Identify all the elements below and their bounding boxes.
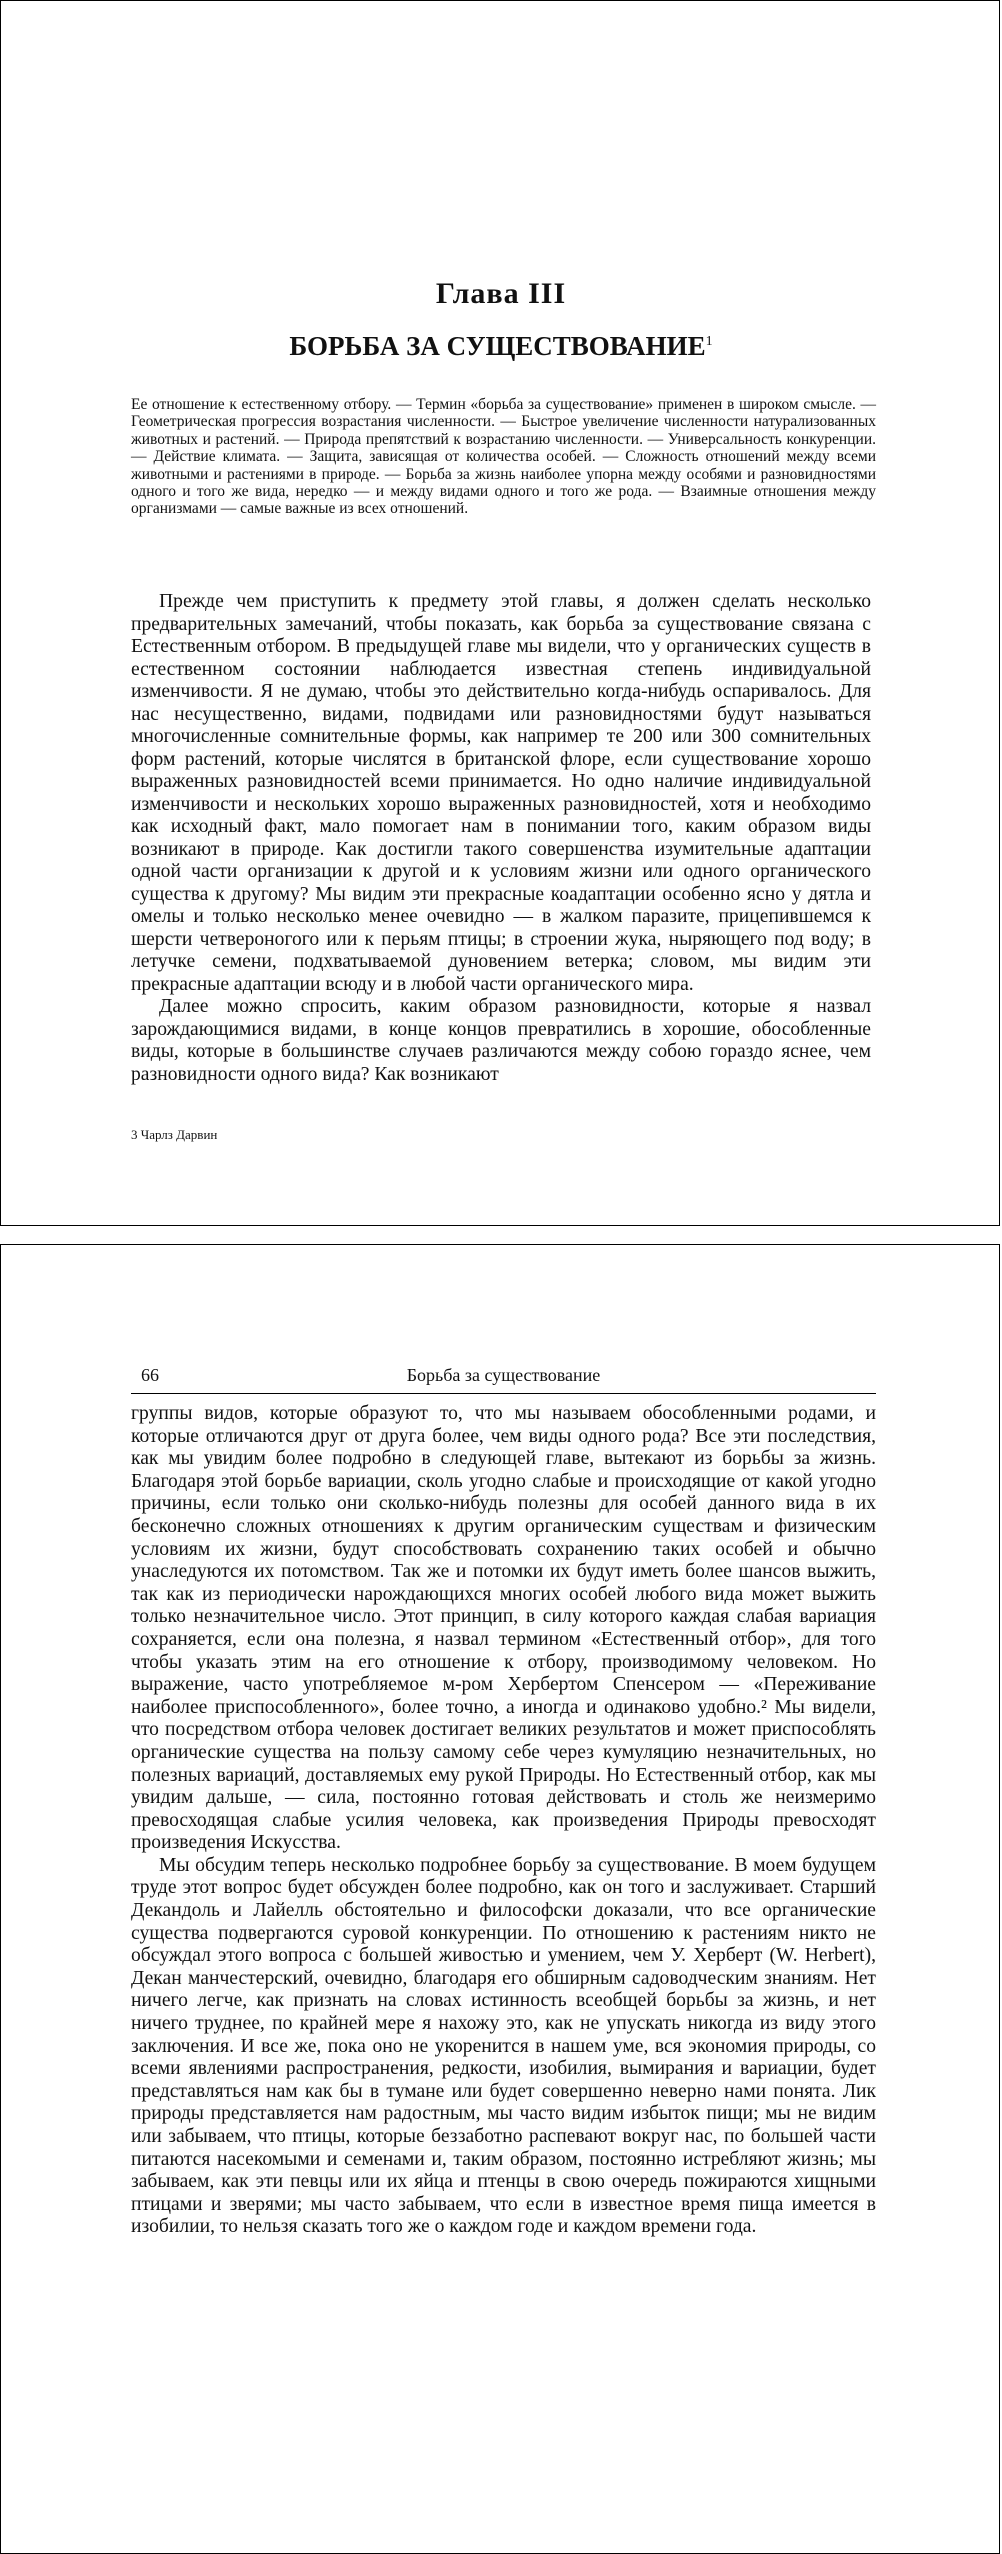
chapter-title-note: 1 xyxy=(705,334,713,349)
body-text-upper xyxy=(131,591,871,1086)
chapter-summary: Ее отношение к естественному отбору. — Термин «борьба за существование» применен в широком смысле. — Геометрическая прогрессия возрастания численности. — Быстрое увеличение численности натурализованных животных и растений. — Природа препятствий к возрастанию численности. — Универсальность конкуренции. — Действие климата. — Защита, зависящая от количества особей. — Сложность отношений между всеми животными и растениями в природе. — Борьба за жизнь наиболее упорна между особями и разновидностями одного и того же вида, нередко — и между видами одного и того же рода. — Взаимные отношения между организмами — самые важные из всех отношений. xyxy=(131,396,876,518)
paragraph: Прежде чем приступить к предмету этой главы, я должен сделать несколько предварительных замечаний, чтобы показать, как борьба за существование связана с Естественным отбором. В предыдущей главе мы видели, что у органических существ в естественном состоянии наблюдается известная степень индивидуальной изменчивости. Я не думаю, чтобы это действительно когда-нибудь оспаривалось. Для нас несущественно, видами, подвидами или разновидностями будут называться многочисленные сомнительные формы, как например те 200 или 300 сомнительных форм растений, которые числятся в британской флоре, если существование хорошо выраженных разновидностей всеми принимается. Но одно наличие индивидуальной изменчивости и нескольких хорошо выраженных разновидностей, хотя и необходимо как исходный факт, мало помогает нам в понимании того, каким образом виды возникают в природе. Как достигли такого совершенства изумительные адаптации одной части организации к другой и к условиям жизни или одного органического существа к другому? Мы видим эти прекрасные коадаптации особенно ясно у дятла и омелы и только несколько менее очевидно — в жалком паразите, прицепившемся к шерсти четвероногого или к перьям птицы; в строении жука, ныряющего под воду; в летучке семени, подхватываемой дуновением ветерка; словом, мы видим эти прекрасные адаптации всюду и в любой части органического мира. xyxy=(131,591,871,995)
paragraph: группы видов, которые образуют то, что мы называем обособленными родами, и которые отличаются друг от друга более, чем виды одного рода? Все эти последствия, как мы увидим более подробно в следующей главе, вытекают из борьбы за жизнь. Благодаря этой борьбе вариации, сколь угодно слабые и происходящие от какой угодно причины, если только они сколько-нибудь полезны для особей данного вида в их бесконечно сложных отношениях к другим органическим существам и физическим условиям их жизни, будут способствовать сохранению таких особей и обычно унаследуются их потомством. Так же и потомки их будут иметь более шансов выжить, так как из периодически нарождающихся многих особей любого вида может выжить только незначительное число. Этот принцип, в силу которого каждая слабая вариация сохраняется, если она полезна, я назвал термином «Естественный отбор», для того чтобы указать этим на его отношение к отбору, производимому человеком. Но выражение, часто употребляемое м-ром Хербертом Спенсером — «Переживание наиболее приспособленного», более точно, а иногда и одинаково удобно.² Мы видели, что посредством отбора человек достигает великих результатов и может приспособлять органические существа на пользу самому себе через кумуляцию незначительных, но полезных вариаций, доставляемых ему рукой Природы. Но Естественный отбор, как мы увидим дальше, — сила, постоянно готовая действовать и столь же неизмеримо превосходящая слабые усилия человека, как произведения Природы превосходят произведения Искусства. xyxy=(131,1403,876,1854)
chapter-title: БОРЬБА ЗА СУЩЕСТВОВАНИЕ xyxy=(289,331,706,361)
paragraph: Далее можно спросить, каким образом разновидности, которые я назвал зарождающимися видами, в конце концов превратились в хорошие, обособленные виды, которые в большинстве случаев различаются между собою гораздо яснее, чем разновидности одного вида? Как возникают xyxy=(131,996,871,1085)
chapter-title-line xyxy=(1,331,1001,362)
paragraph: Мы обсудим теперь несколько подробнее борьбу за существование. В моем будущем труде этот вопрос будет обсужден более подробно, как он того и заслуживает. Старший Декандоль и Лайелль обстоятельно и философски доказали, что все органические существа подвергаются суровой конкуренции. По отношению к растениям никто не обсуждал этого вопроса с большей живостью и умением, чем У. Херберт (W. Herbert), Декан манчестерский, очевидно, благодаря его обширным садоводческим знаниям. Нет ничего легче, как признать на словах истинность всеобщей борьбы за жизнь, и нет ничего труднее, по крайней мере я нахожу это, как не упускать никогда из виду этого заключения. И все же, пока оно не укоренится в нашем уме, вся экономия природы, со всеми явлениями распространения, редкости, изобилия, вымирания и вариации, будет представляться нам как бы в тумане или будет совершенно неверно нами понята. Лик природы представляется нам радостным, мы часто видим избыток пищи; мы не видим или забываем, что птицы, которые беззаботно распевают вокруг нас, по большей части питаются насекомыми и семенами и, таким образом, постоянно истребляют жизнь; мы забываем, как эти певцы или их яйца и птенцы в свою очередь пожираются хищными птицами и зверями; мы часто забываем, что если в известное время пища имеется в изобилии, то нельзя сказать того же о каждом годе и каждом времени года. xyxy=(131,1854,876,2238)
page-number: 66 xyxy=(141,1365,159,1385)
running-header xyxy=(131,1365,876,1394)
page-lower xyxy=(0,1244,1000,2554)
chapter-number: Глава III xyxy=(435,277,567,310)
page-upper xyxy=(0,0,1000,1226)
running-header-title: Борьба за существование xyxy=(406,1365,601,1385)
body-text-lower xyxy=(131,1403,876,2239)
footer-signature: 3 Чарлз Дарвин xyxy=(131,1127,218,1142)
